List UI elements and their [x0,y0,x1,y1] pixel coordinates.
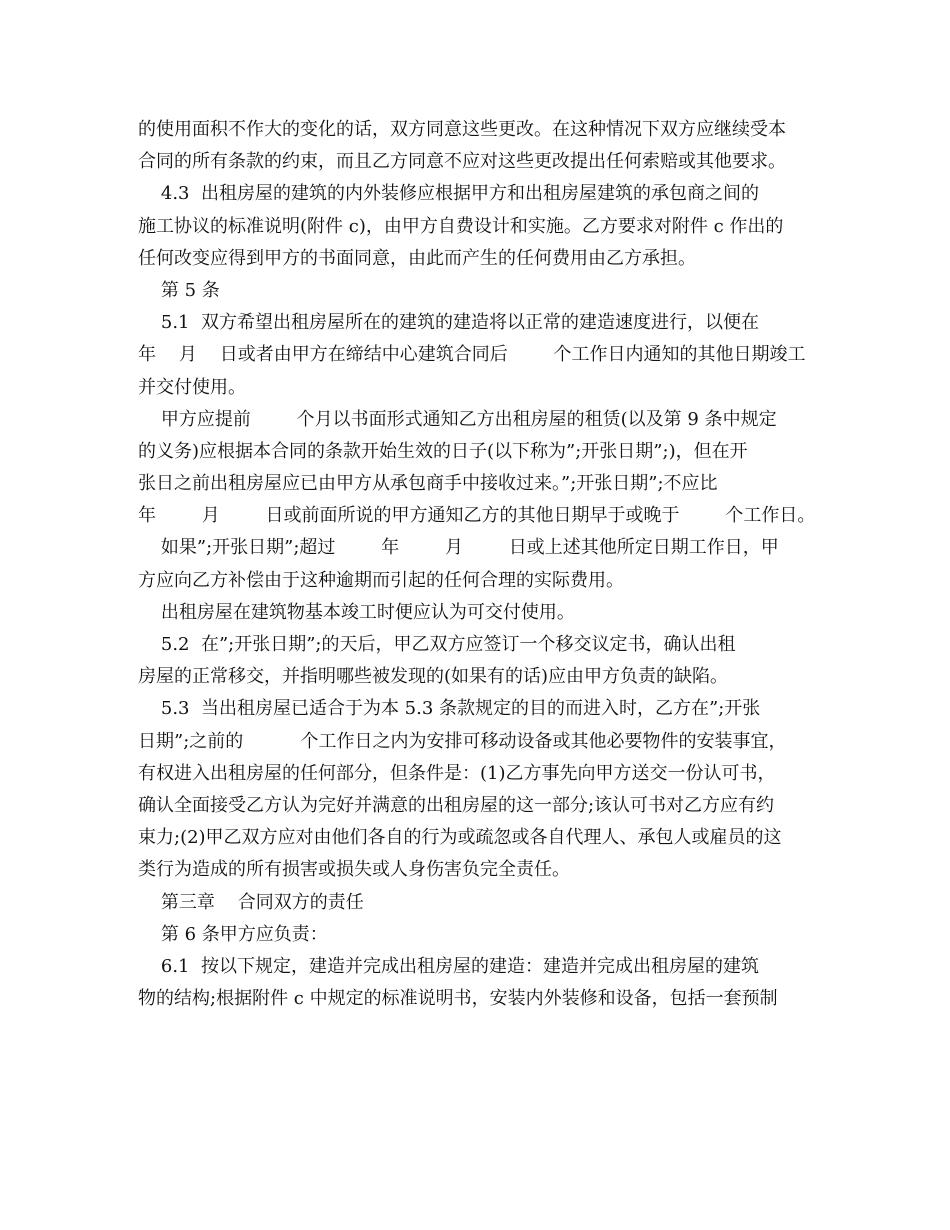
text-line: 的义务)应根据本合同的条款开始生效的日子(以下称为”;开张日期”;)，但在开 [138,440,748,462]
text-line: 合同的所有条款的约束，而且乙方同意不应对这些更改提出任何索赔或其他要求。 [138,151,786,173]
text-line: 并交付使用。 [138,376,246,398]
text-line: 张日之前出租房屋应已由甲方从承包商手中接收过来。”;开张日期”;不应比 [138,473,718,495]
text-line: 如果”;开张日期”;超过 年 月 日或上述其他所定日期工作日，甲 [138,537,779,559]
document-body [138,114,818,1015]
text-line: 5.1 双方希望出租房屋所在的建筑的建造将以正常的建造速度进行，以便在 [138,312,759,334]
text-line: 日期”;之前的 个工作日之内为安排可移动设备或其他必要物件的安装事宜， [138,730,787,752]
text-line: 甲方应提前 个月以书面形式通知乙方出租房屋的租赁(以及第 9 条中规定 [138,408,777,430]
text-line: 5.3 当出租房屋已适合于为本 5.3 条款规定的目的而进入时，乙方在”;开张 [138,698,761,720]
section-heading: 第 6 条甲方应负责： [138,923,328,945]
text-line: 的使用面积不作大的变化的话，双方同意这些更改。在这种情况下双方应继续受本 [138,119,786,140]
text-line: 方应向乙方补偿由于这种逾期而引起的任何合理的实际费用。 [138,569,624,591]
text-line: 房屋的正常移交，并指明哪些被发现的(如果有的话)应由甲方负责的缺陷。 [138,666,729,688]
text-line: 有权进入出租房屋的任何部分，但条件是：(1)乙方事先向甲方送交一份认可书， [138,762,776,784]
text-line: 年 月 日或前面所说的甲方通知乙方的其他日期早于或晚于 个工作日。 [138,505,816,527]
text-line: 6.1 按以下规定，建造并完成出租房屋的建造：建造并完成出租房屋的建筑 [138,955,759,977]
text-line: 4.3 出租房屋的建筑的内外装修应根据甲方和出租房屋建筑的承包商之间的 [138,183,759,205]
text-line: 5.2 在”;开张日期”;的天后，甲乙双方应签订一个移交议定书，确认出租 [138,634,736,655]
chapter-heading: 第三章 合同双方的责任 [138,891,364,913]
text-line: 年 月 日或者由甲方在缔结中心建筑合同后 个工作日内通知的其他日期竣工 [138,344,806,366]
text-line: 施工协议的标准说明(附件 c)，由甲方自费设计和实施。乙方要求对附件 c 作出的 [138,215,784,237]
text-line: 物的结构;根据附件 c 中规定的标准说明书，安装内外装修和设备，包括一套预制 [138,988,778,1010]
text-line: 任何改变应得到甲方的书面同意，由此而产生的任何费用由乙方承担。 [138,247,696,269]
text-line: 束力;(2)甲乙双方应对由他们各自的行为或疏忽或各自代理人、承包人或雇员的这 [138,827,782,849]
text-line: 确认全面接受乙方认为完好并满意的出租房屋的这一部分;该认可书对乙方应有约 [138,794,775,816]
text-line: 出租房屋在建筑物基本竣工时便应认为可交付使用。 [138,601,575,623]
section-heading: 第 5 条 [138,279,220,301]
text-line: 类行为造成的所有损害或损失或人身伤害负完全责任。 [138,859,570,881]
